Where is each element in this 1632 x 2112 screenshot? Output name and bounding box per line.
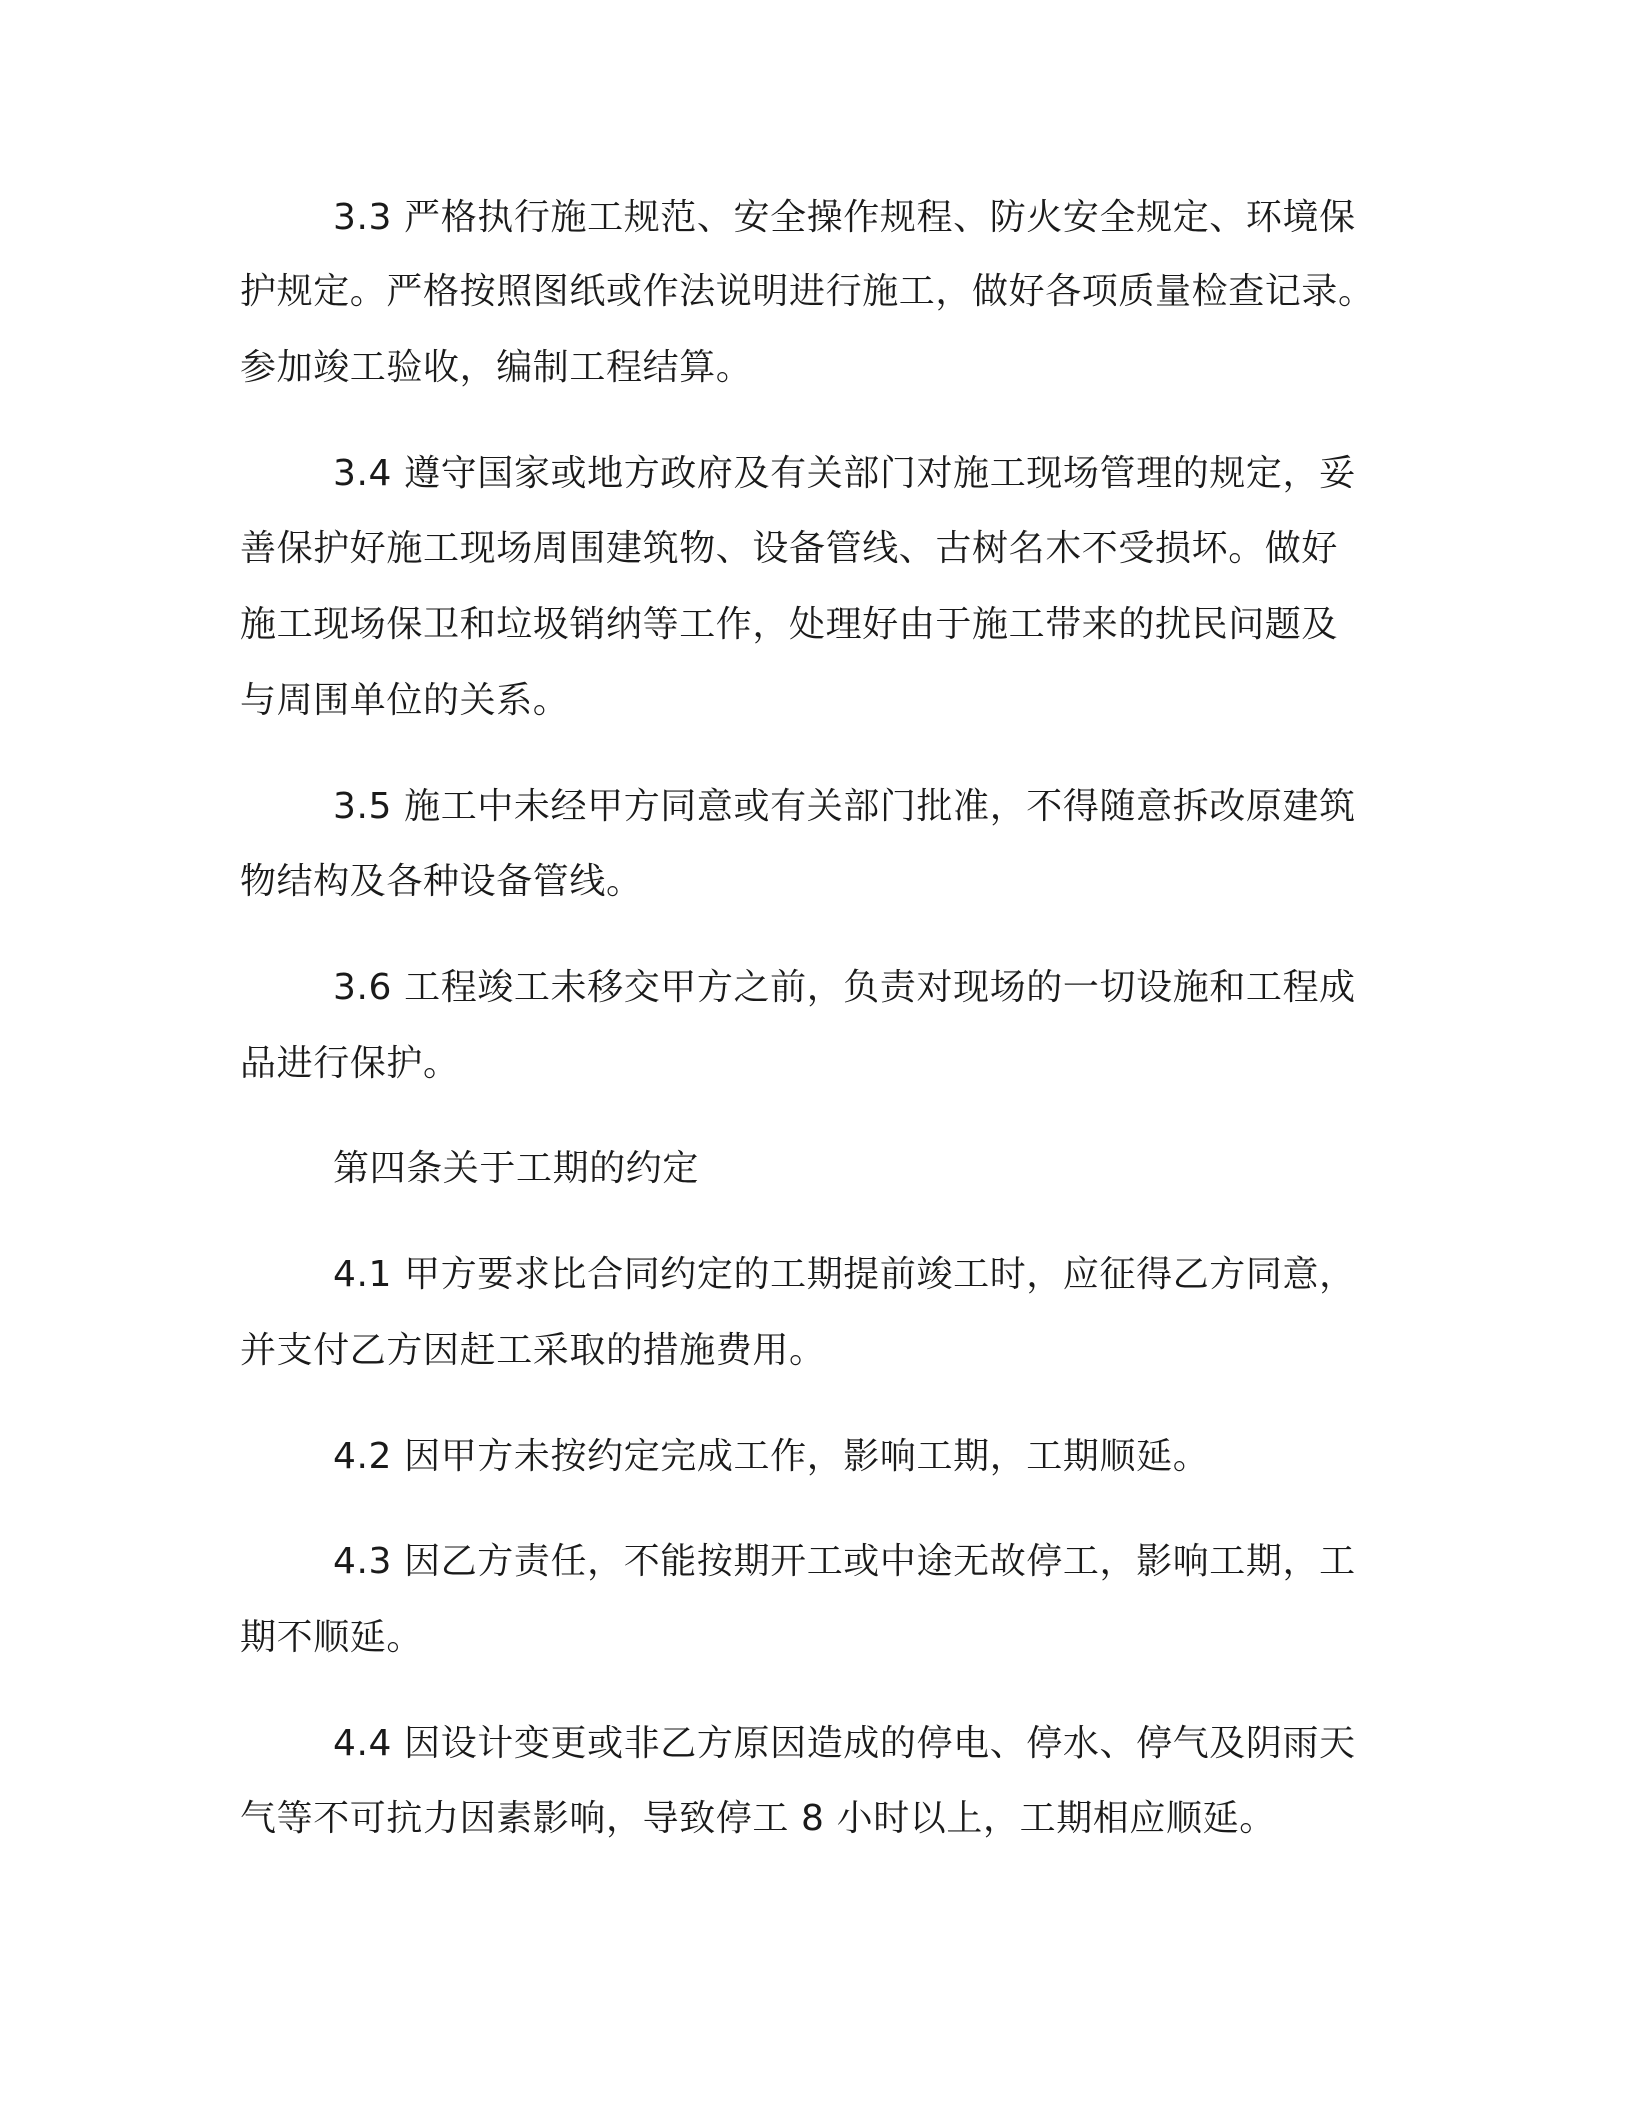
- paragraph-3-6-line-1: 3.6 工程竣工未移交甲方之前，负责对现场的一切设施和工程成: [333, 967, 1356, 1008]
- paragraph-3-3-line-3: 参加竣工验收，编制工程结算。: [240, 347, 753, 388]
- paragraph-3-4-line-3: 施工现场保卫和垃圾销纳等工作，处理好由于施工带来的扰民问题及: [240, 604, 1339, 645]
- paragraph-3-5-line-2: 物结构及各种设备管线。: [240, 861, 643, 902]
- paragraph-4-4-line-1: 4.4 因设计变更或非乙方原因造成的停电、停水、停气及阴雨天: [333, 1723, 1356, 1764]
- paragraph-4-2-line-1: 4.2 因甲方未按约定完成工作，影响工期，工期顺延。: [333, 1436, 1210, 1477]
- paragraph-4-3-line-1: 4.3 因乙方责任，不能按期开工或中途无故停工，影响工期，工: [333, 1541, 1356, 1582]
- paragraph-4-1-line-1: 4.1 甲方要求比合同约定的工期提前竣工时，应征得乙方同意，: [333, 1254, 1356, 1295]
- paragraph-4-1-line-2: 并支付乙方因赶工采取的措施费用。: [240, 1330, 826, 1371]
- paragraph-3-3-line-1: 3.3 严格执行施工规范、安全操作规程、防火安全规定、环境保: [333, 197, 1356, 238]
- paragraph-3-6-line-2: 品进行保护。: [240, 1043, 460, 1084]
- paragraph-3-4-line-4: 与周围单位的关系。: [240, 680, 570, 721]
- section-heading-article-4: 第四条关于工期的约定: [333, 1148, 700, 1189]
- paragraph-3-4-line-1: 3.4 遵守国家或地方政府及有关部门对施工现场管理的规定，妥: [333, 453, 1356, 494]
- paragraph-4-4-line-2: 气等不可抗力因素影响，导致停工 8 小时以上，工期相应顺延。: [240, 1798, 1276, 1839]
- paragraph-3-4-line-2: 善保护好施工现场周围建筑物、设备管线、古树名木不受损坏。做好: [240, 528, 1339, 569]
- paragraph-3-5-line-1: 3.5 施工中未经甲方同意或有关部门批准，不得随意拆改原建筑: [333, 786, 1356, 827]
- paragraph-3-3-line-2: 护规定。严格按照图纸或作法说明进行施工，做好各项质量检查记录。: [240, 271, 1375, 312]
- paragraph-4-3-line-2: 期不顺延。: [240, 1617, 424, 1658]
